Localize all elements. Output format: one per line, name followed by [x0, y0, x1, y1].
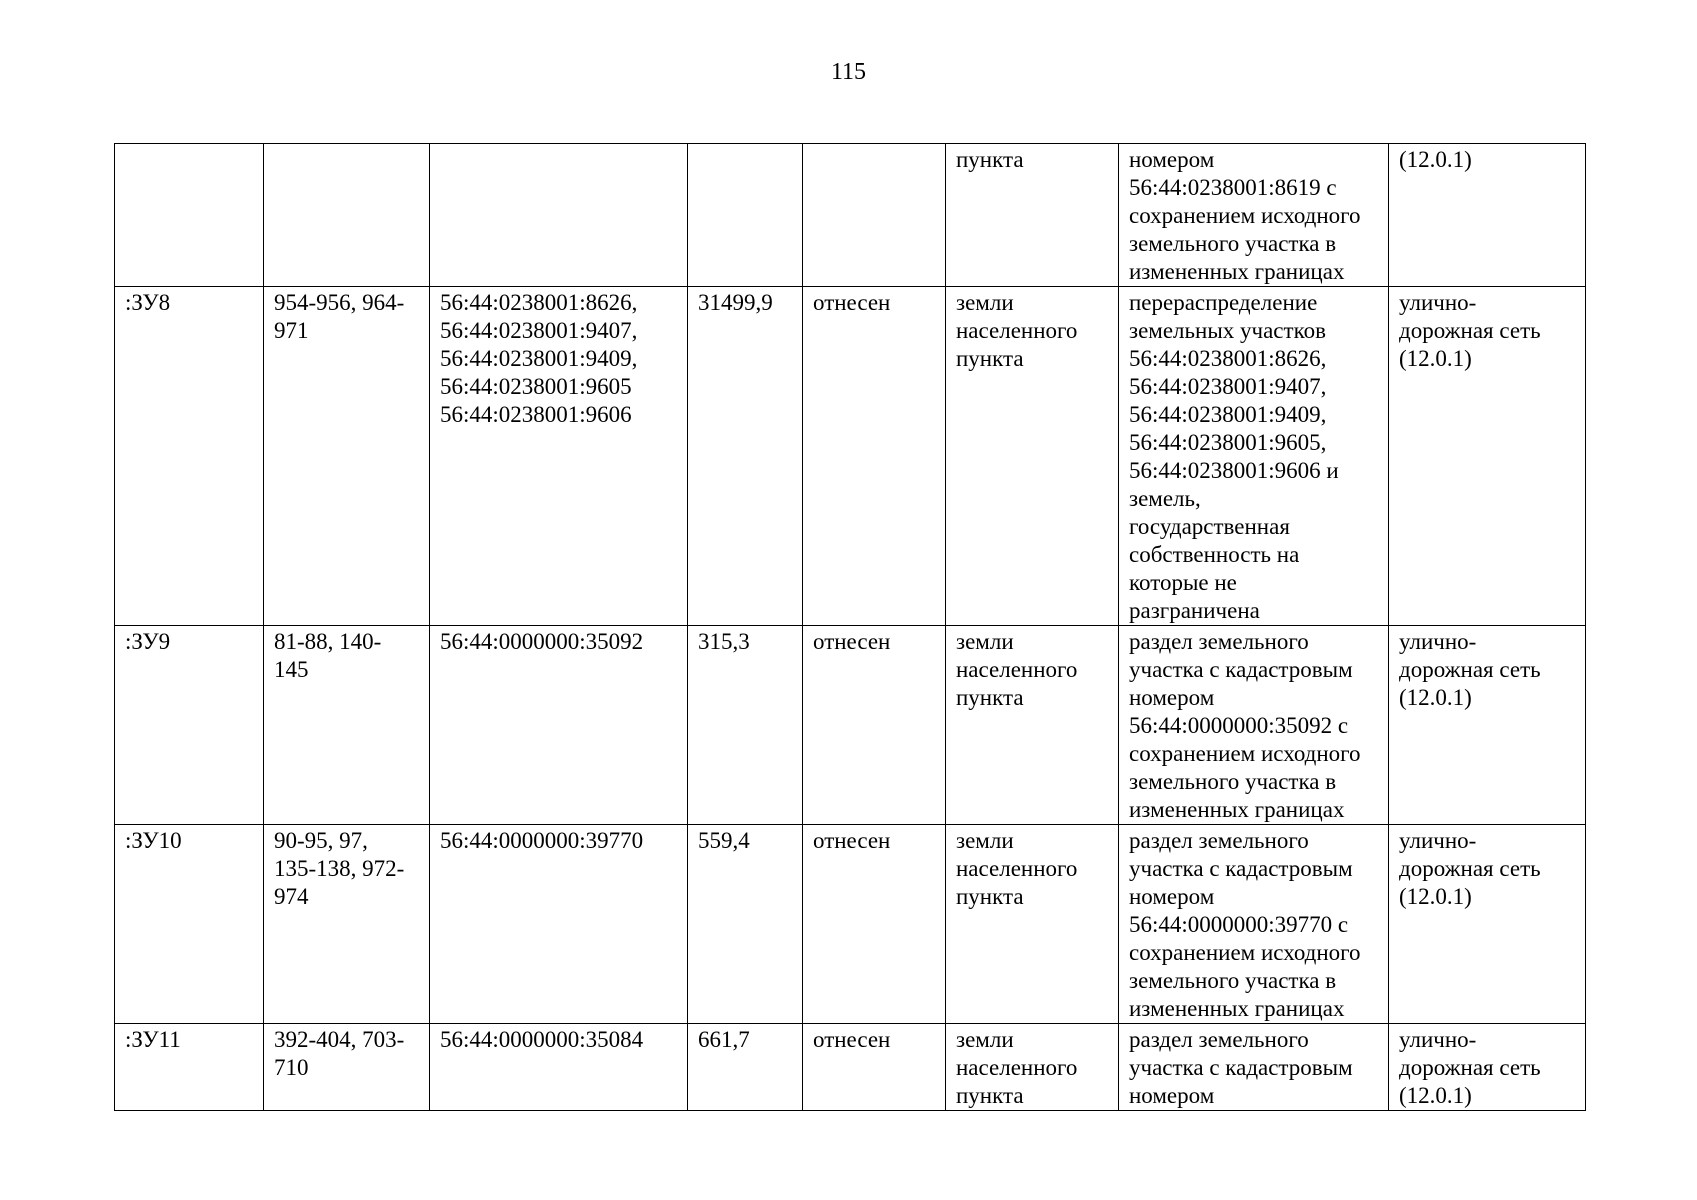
status-cell: отнесен: [803, 287, 946, 626]
status-cell: [803, 144, 946, 287]
land-category-cell: земли населенного пункта: [946, 825, 1119, 1024]
formation-method-cell: раздел земельного участка с кадастровым номером 56:44:0000000:39770 с сохранением исходного земельного участка в измененных границах: [1119, 825, 1389, 1024]
status-cell: отнесен: [803, 1024, 946, 1111]
land-plots-table: [114, 143, 1586, 1111]
land-category-cell: земли населенного пункта: [946, 626, 1119, 825]
table-row: [115, 1024, 1586, 1111]
plot-id-cell: :ЗУ9: [115, 626, 264, 825]
permitted-use-cell: улично- дорожная сеть (12.0.1): [1389, 825, 1586, 1024]
plot-id-cell: [115, 144, 264, 287]
land-category-cell: пункта: [946, 144, 1119, 287]
area-cell: 315,3: [688, 626, 803, 825]
formation-method-cell: перераспределение земельных участков 56:44:0238001:8626, 56:44:0238001:9407, 56:44:0238001:9409, 56:44:0238001:9605, 56:44:0238001:9606 и земель, государственная собственность на которые не разграничена: [1119, 287, 1389, 626]
table-row: [115, 626, 1586, 825]
points-cell: 81-88, 140- 145: [264, 626, 430, 825]
formation-method-cell: номером 56:44:0238001:8619 с сохранением исходного земельного участка в измененных границах: [1119, 144, 1389, 287]
table-row: [115, 144, 1586, 287]
area-cell: 661,7: [688, 1024, 803, 1111]
permitted-use-cell: (12.0.1): [1389, 144, 1586, 287]
page-number: 115: [830, 59, 867, 85]
area-cell: [688, 144, 803, 287]
permitted-use-cell: улично- дорожная сеть (12.0.1): [1389, 1024, 1586, 1111]
land-category-cell: земли населенного пункта: [946, 287, 1119, 626]
area-cell: 31499,9: [688, 287, 803, 626]
cadastral-numbers-cell: 56:44:0000000:35084: [430, 1024, 688, 1111]
plot-id-cell: :ЗУ11: [115, 1024, 264, 1111]
points-cell: [264, 144, 430, 287]
formation-method-cell: раздел земельного участка с кадастровым номером 56:44:0000000:35092 с сохранением исходного земельного участка в измененных границах: [1119, 626, 1389, 825]
cadastral-numbers-cell: 56:44:0000000:35092: [430, 626, 688, 825]
cadastral-numbers-cell: 56:44:0238001:8626, 56:44:0238001:9407, 56:44:0238001:9409, 56:44:0238001:9605 56:44:0238001:9606: [430, 287, 688, 626]
area-cell: 559,4: [688, 825, 803, 1024]
land-category-cell: земли населенного пункта: [946, 1024, 1119, 1111]
table-row: [115, 825, 1586, 1024]
permitted-use-cell: улично- дорожная сеть (12.0.1): [1389, 626, 1586, 825]
plot-id-cell: :ЗУ8: [115, 287, 264, 626]
points-cell: 90-95, 97, 135-138, 972- 974: [264, 825, 430, 1024]
permitted-use-cell: улично- дорожная сеть (12.0.1): [1389, 287, 1586, 626]
status-cell: отнесен: [803, 626, 946, 825]
points-cell: 954-956, 964- 971: [264, 287, 430, 626]
table-row: [115, 287, 1586, 626]
points-cell: 392-404, 703- 710: [264, 1024, 430, 1111]
plot-id-cell: :ЗУ10: [115, 825, 264, 1024]
cadastral-numbers-cell: 56:44:0000000:39770: [430, 825, 688, 1024]
cadastral-numbers-cell: [430, 144, 688, 287]
status-cell: отнесен: [803, 825, 946, 1024]
formation-method-cell: раздел земельного участка с кадастровым номером: [1119, 1024, 1389, 1111]
